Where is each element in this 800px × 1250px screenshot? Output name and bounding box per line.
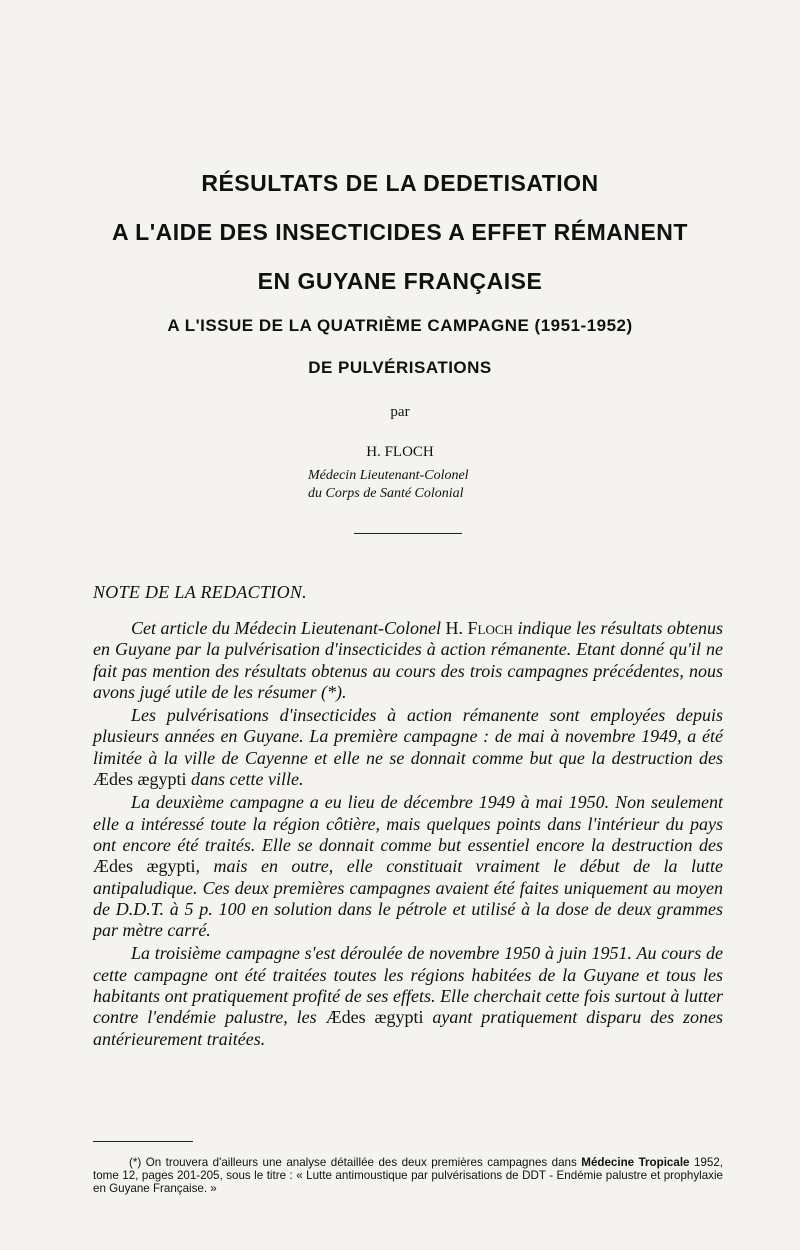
title-line-2: A L'AIDE DES INSECTICIDES A EFFET RÉMANENT [112, 219, 688, 245]
title-line-3: EN GUYANE FRANÇAISE [257, 268, 543, 294]
author-surname: Floch [467, 618, 513, 638]
paragraph-3-text-b: , mais en outre, elle constituait vraiment le début de la lutte antipaludique. Ces deux premières campagnes avaient été faites uniquement au moyen de D.D.T. à 5 p. 100 en solution dans le pétrole et utilisé à la dose de deux grammes par mètre carré. [93, 856, 724, 941]
title-line-1: RÉSULTATS DE LA DEDETISATION [201, 170, 599, 196]
paragraph-1 [93, 618, 723, 703]
species-name: Ædes ægypti [93, 856, 196, 877]
paragraph-4-text-a: La troisième campagne s'est déroulée de novembre 1950 à juin 1951. Au cours de cette campagne ont été traitées toutes les régions habitées de la Guyane et tous les habitants ont pratiquement profité de ses effets. Elle cherchait cette fois surtout à lutter contre l'endémie palustre, les [93, 943, 723, 1028]
footnote-divider [93, 1141, 193, 1142]
note-heading: NOTE DE LA REDACTION. [93, 582, 307, 602]
subtitle-line-2: DE PULVÉRISATIONS [308, 358, 492, 377]
paragraph-3-text-a: La deuxième campagne a eu lieu de décembre 1949 à mai 1950. Non seulement elle a intéressé toute la région côtière, mais quelques points dans l'intérieur du pays ont encore été traités. Elle se donnait comme but essentiel encore la destruction des [93, 792, 723, 855]
paragraph-1-text-b: indique les résultats obtenus en Guyane par la pulvérisation d'insecticides à action rémanente. Etant donné qu'il ne fait pas mention des résultats obtenus au cours des trois campagnes précédentes, nous avons jugé utile de les résumer (*). [93, 618, 723, 702]
species-name: Ædes ægypti [93, 769, 187, 790]
author-name: H. FLOCH [366, 444, 434, 460]
author-affiliation-1: Médecin Lieutenant-Colonel [308, 468, 469, 483]
author-affiliation-2: du Corps de Santé Colonial [308, 486, 464, 501]
paragraph-4 [93, 943, 723, 1049]
footnote-text-b: 1952, tome 12, pages 201-205, sous le titre : « Lutte antimoustique par pulvérisations de DDT - Endémie palustre et prophylaxie en Guyane Française. » [93, 1156, 723, 1195]
byline-par: par [390, 404, 410, 420]
subtitle-line-1: A L'ISSUE DE LA QUATRIÈME CAMPAGNE (1951-1952) [167, 316, 633, 335]
paragraph-3 [93, 792, 723, 941]
footnote-text-a: (*) On trouvera d'ailleurs une analyse détaillée des deux premières campagnes dans [129, 1156, 582, 1169]
article-body [93, 618, 723, 1052]
title-divider [354, 533, 462, 534]
footnote-journal: Médecine Tropicale [581, 1156, 690, 1169]
author-initial: H. [445, 618, 468, 638]
paragraph-1-text-a: Cet article du Médecin Lieutenant-Colonel [131, 618, 446, 638]
species-name: Ædes ægypti [325, 1007, 424, 1028]
paragraph-4-text-b: ayant pratiquement disparu des zones antérieurement traitées. [93, 1007, 723, 1049]
paragraph-2-text-b: dans cette ville. [186, 769, 304, 790]
paragraph-2-text-a: Les pulvérisations d'insecticides à action rémanente sont employées depuis plusieurs années en Guyane. La première campagne : de mai à novembre 1949, a été limitée à la ville de Cayenne et elle ne se donnait comme but que la destruction des [93, 705, 723, 768]
paragraph-2 [93, 705, 723, 790]
footnote [93, 1156, 723, 1195]
